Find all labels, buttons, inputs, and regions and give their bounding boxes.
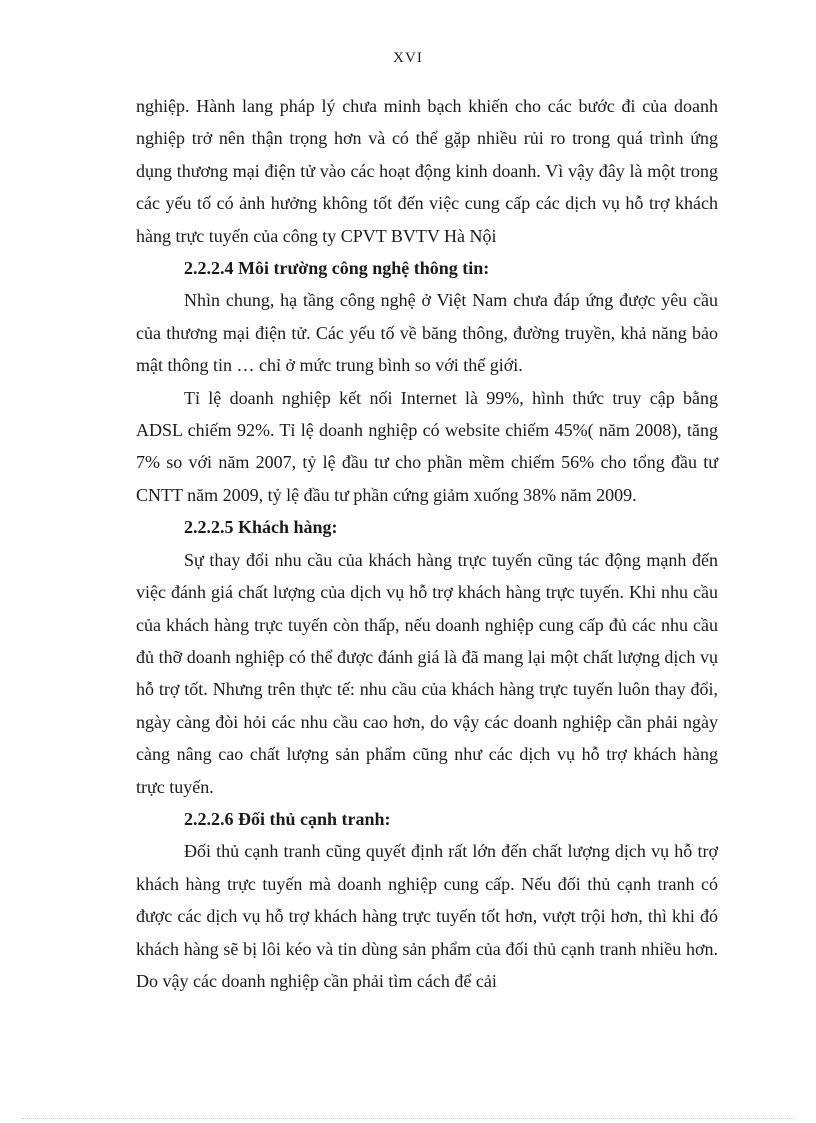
document-body	[136, 90, 718, 997]
paragraph-competitors: Đối thủ cạnh tranh cũng quyết định rất lớn đến chất lượng dịch vụ hỗ trợ khách hàng trực tuyến mà doanh nghiệp cung cấp. Nếu đối thủ cạnh tranh có được các dịch vụ hỗ trợ khách hàng trực tuyến tốt hơn, vượt trội hơn, thì khi đó khách hàng sẽ bị lôi kéo và tin dùng sản phẩm của đối thủ cạnh tranh nhiều hơn. Do vậy các doanh nghiệp cần phải tìm cách để cải	[136, 841, 718, 991]
section-heading-2-2-2-6: 2.2.2.6 Đối thủ cạnh tranh:	[184, 808, 391, 829]
section-heading-2-2-2-5: 2.2.2.5 Khách hàng:	[184, 517, 338, 538]
page-bottom-border	[22, 1118, 794, 1119]
paragraph-continuation: nghiệp. Hành lang pháp lý chưa minh bạch khiến cho các bước đi của doanh nghiệp trở nên thận trọng hơn và có thể gặp nhiều rủi ro trong quá trình ứng dụng thương mại điện tử vào các hoạt động kinh doanh. Vì vậy đây là một trong các yếu tố có ảnh hưởng không tốt đến việc cung cấp các dịch vụ hỗ trợ khách hàng trực tuyến của công ty CPVT BVTV Hà Nội	[136, 96, 718, 246]
paragraph-customers: Sự thay đổi nhu cầu của khách hàng trực tuyến cũng tác động mạnh đến việc đánh giá chất lượng của dịch vụ hỗ trợ khách hàng trực tuyến. Khi nhu cầu của khách hàng trực tuyến còn thấp, nếu doanh nghiệp cung cấp đủ các nhu cầu đủ thỡ doanh nghiệp có thể được đánh giá là đã mang lại một chất lượng dịch vụ hỗ trợ tốt. Nhưng trên thực tế: nhu cầu của khách hàng trực tuyến luôn thay đổi, ngày càng đòi hỏi các nhu cầu cao hơn, do vậy các doanh nghiệp cần phải ngày càng nâng cao chất lượng sản phẩm cũng như các dịch vụ hỗ trợ khách hàng trực tuyến.	[136, 549, 718, 797]
section-heading-2-2-2-4: 2.2.2.4 Môi trường công nghệ thông tin:	[184, 258, 490, 279]
page-number: XVI	[393, 50, 423, 66]
paragraph-internet-statistics: Tỉ lệ doanh nghiệp kết nối Internet là 99%, hình thức truy cập bằng ADSL chiếm 92%. Tỉ lệ doanh nghiệp có website chiếm 45%( năm 2008), tăng 7% so với năm 2007, tỷ lệ đầu tư cho phần mềm chiếm 56% cho tổng đầu tư CNTT năm 2009, tỷ lệ đầu tư phần cứng giảm xuống 38% năm 2009.	[136, 387, 718, 505]
paragraph-it-infrastructure: Nhìn chung, hạ tầng công nghệ ở Việt Nam chưa đáp ứng được yêu cầu của thương mại điện tử. Các yếu tố về băng thông, đường truyền, khả năng bảo mật thông tin … chỉ ở mức trung bình so với thế giới.	[136, 290, 718, 376]
